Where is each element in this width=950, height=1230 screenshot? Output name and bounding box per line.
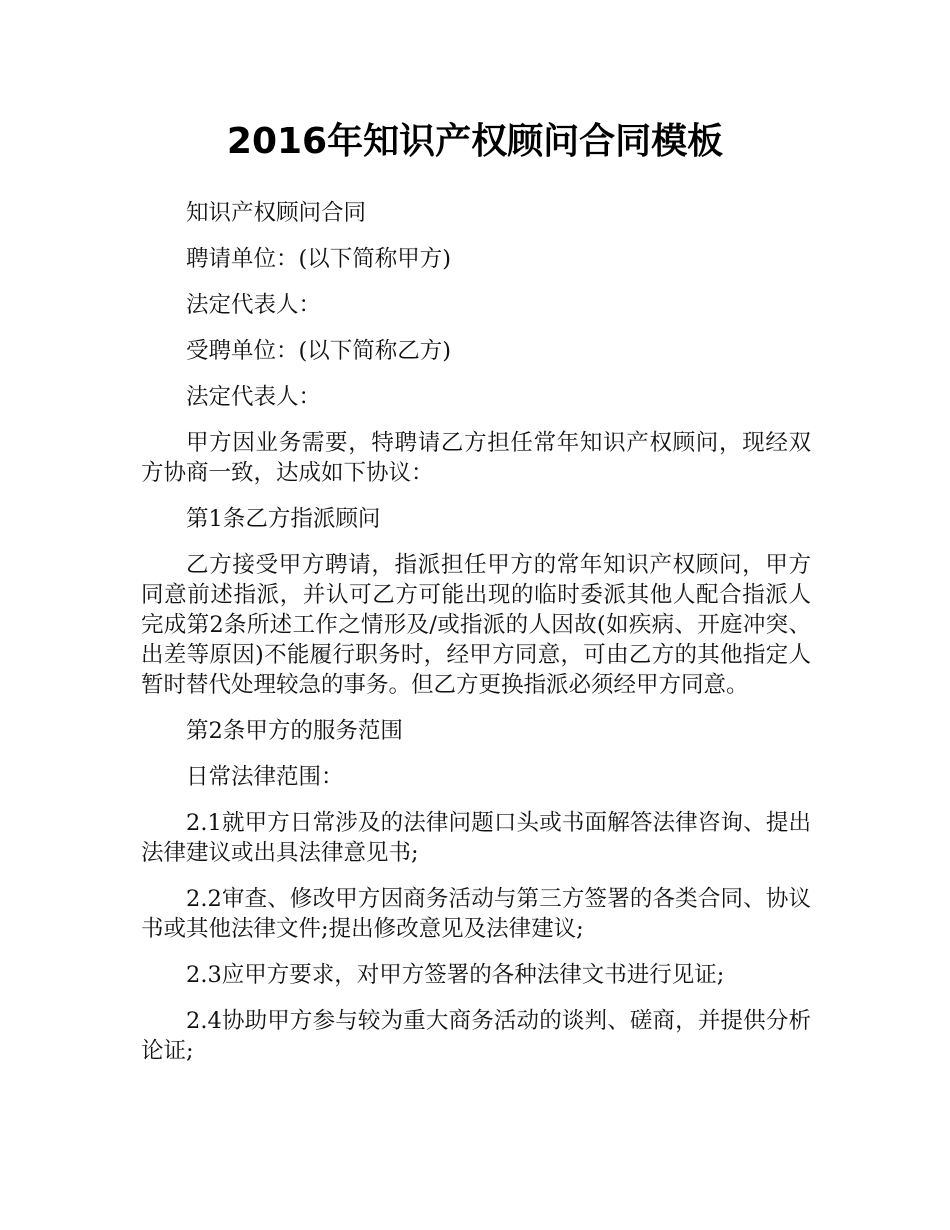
clause-2-4: 2.4协助甲方参与较为重大商务活动的谈判、磋商，并提供分析论证;: [141, 1008, 811, 1064]
employer-representative-line: 法定代表人：: [186, 292, 322, 318]
employer-line: 聘请单位：(以下简称甲方): [186, 246, 452, 272]
article-2-heading: 第2条甲方的服务范围: [186, 718, 403, 744]
clause-2-3: 2.3应甲方要求，对甲方签署的各种法律文书进行见证;: [186, 962, 725, 988]
daily-legal-scope-heading: 日常法律范围：: [186, 764, 344, 790]
document-body: [141, 198, 811, 1082]
employee-representative-line: 法定代表人：: [186, 384, 322, 410]
contract-heading: 知识产权顾问合同: [186, 200, 367, 226]
employee-line: 受聘单位：(以下简称乙方): [186, 338, 452, 364]
article-1-heading: 第1条乙方指派顾问: [186, 506, 381, 532]
article-1-paragraph: 乙方接受甲方聘请，指派担任甲方的常年知识产权顾问，甲方同意前述指派，并认可乙方可能出现的临时委派其他人配合指派人完成第2条所述工作之情形及/或指派的人因故(如疾病、开庭冲突、出差等原因)不能履行职务时，经甲方同意，可由乙方的其他指定人暂时替代处理较急的事务。但乙方更换指派必须经甲方同意。: [141, 552, 811, 698]
clause-2-2: 2.2审查、修改甲方因商务活动与第三方签署的各类合同、协议书或其他法律文件;提出修改意见及法律建议;: [141, 886, 811, 942]
document-title: 2016年知识产权顾问合同模板: [226, 121, 724, 162]
preamble-paragraph: 甲方因业务需要，特聘请乙方担任常年知识产权顾问，现经双方协商一致，达成如下协议：: [141, 430, 811, 486]
clause-2-1: 2.1就甲方日常涉及的法律问题口头或书面解答法律咨询、提出法律建议或出具法律意见书;: [141, 810, 811, 866]
